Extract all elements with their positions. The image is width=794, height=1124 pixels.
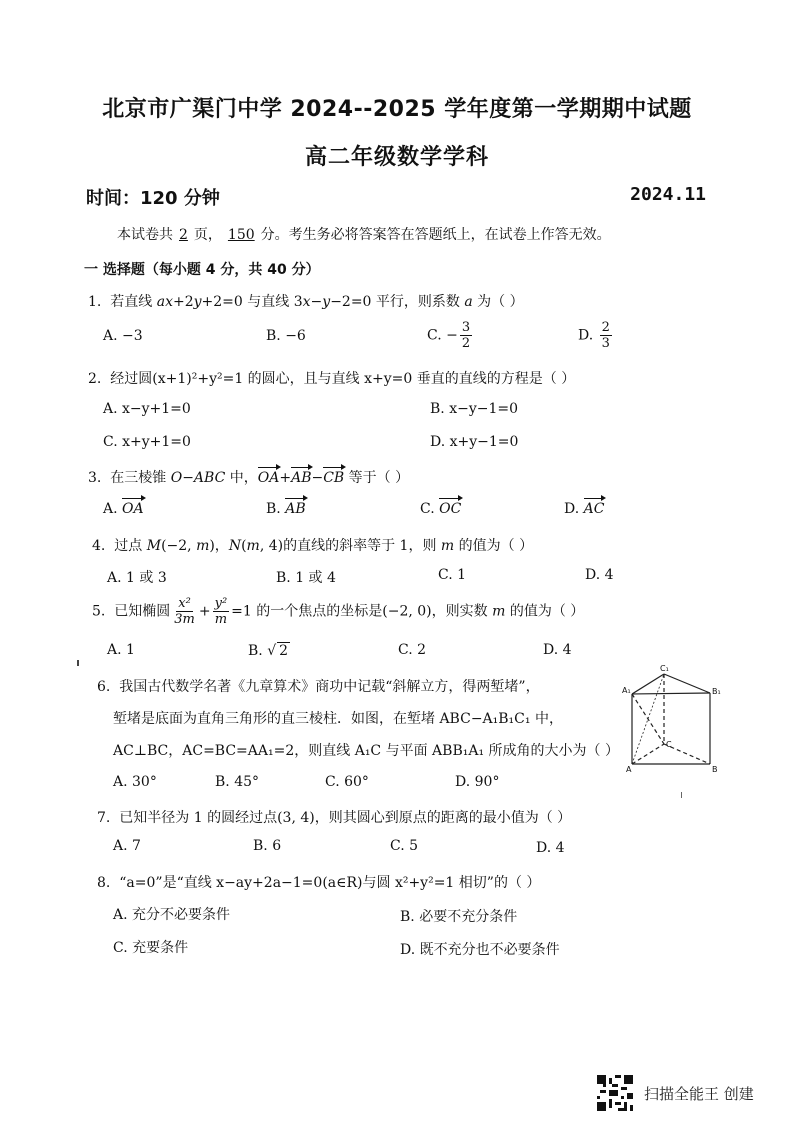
question-number: 5. <box>92 603 106 620</box>
edge-c1-a1 <box>632 674 664 694</box>
question-6 <box>97 676 540 696</box>
q-text: − <box>310 294 323 310</box>
q-text: 等于（ ） <box>344 470 410 486</box>
option-label: A. <box>103 501 123 517</box>
q5-option-d[interactable]: D. 4 <box>543 642 572 658</box>
q-text: 经过圆(x+1)²+y²=1 的圆心，且与直线 x+y=0 垂直的直线的方程是（ ） <box>110 371 576 387</box>
q8-option-c[interactable]: C. 充要条件 <box>113 940 189 956</box>
exam-notice <box>117 224 611 244</box>
q-text: 我国古代数学名著《九章算术》商功中记载“斜解立方，得两堑堵”， <box>119 679 540 695</box>
question-2 <box>88 368 575 388</box>
q-math: m <box>246 538 260 554</box>
vector: OA <box>257 470 280 486</box>
q-text: 在三棱锥 <box>110 470 171 486</box>
q1-option-b[interactable]: B. −6 <box>266 328 306 344</box>
option-label: D. <box>564 501 584 517</box>
option-label: B. √ <box>248 643 277 659</box>
fraction-denominator: 2 <box>461 336 471 351</box>
option-label: B. <box>266 501 286 517</box>
q-text: ( <box>241 538 247 554</box>
q5-option-b[interactable] <box>248 642 290 659</box>
q-text: +2 <box>172 294 194 310</box>
q3-option-a[interactable] <box>103 501 144 517</box>
option-label: D. <box>578 327 598 344</box>
question-3 <box>88 467 409 487</box>
q8-option-d[interactable]: D. 既不充分也不必要条件 <box>400 942 560 958</box>
fraction-numerator: 3 <box>461 320 471 335</box>
total-score: 150 <box>227 227 255 243</box>
q3-option-b[interactable] <box>266 501 306 517</box>
operator: − <box>311 470 324 486</box>
q5-option-a[interactable]: A. 1 <box>107 642 135 658</box>
q-text: 的值为（ ） <box>505 603 585 620</box>
q7-option-d[interactable]: D. 4 <box>536 840 565 856</box>
radicand: 2 <box>279 643 289 659</box>
time-label: 时间：120 分钟 <box>86 188 220 209</box>
fraction <box>600 320 612 351</box>
q-math: O−ABC <box>170 470 226 486</box>
q-text: 已知半径为 1 的圆经过点(3, 4)，则其圆心到原点的距离的最小值为（ ） <box>119 810 572 826</box>
q2-option-c[interactable]: C. x+y+1=0 <box>103 434 191 450</box>
fraction <box>460 320 472 351</box>
q3-option-c[interactable] <box>420 501 461 517</box>
option-label: C. <box>420 501 440 517</box>
edge-c1-b1 <box>664 674 710 693</box>
fraction <box>213 596 230 627</box>
label-c1: C₁ <box>660 664 669 673</box>
q-text: 过点 <box>114 538 147 554</box>
fraction-numerator: 2 <box>601 320 610 335</box>
time-row <box>86 184 706 210</box>
q-text: “a=0”是“直线 x−ay+2a−1=0(a∈R)与圆 x²+y²=1 相切”的（ ） <box>119 875 541 891</box>
notice-text: 本试卷共 <box>117 227 173 243</box>
exam-title: 北京市广渠门中学 2024--2025 学年度第一学期期中试题 <box>102 97 692 122</box>
edge-a-c <box>632 744 664 764</box>
q-math: m <box>196 538 210 554</box>
q2-option-d[interactable]: D. x+y−1=0 <box>430 434 519 450</box>
vector: CB <box>323 470 345 486</box>
qr-code-icon <box>597 1075 633 1111</box>
edge-a1-b1 <box>632 693 710 694</box>
q-text: 为（ ） <box>472 294 524 310</box>
q7-option-c[interactable]: C. 5 <box>390 838 419 854</box>
label-b1: B₁ <box>712 687 721 696</box>
q-math: m <box>440 538 455 554</box>
line-a1-c <box>632 694 664 744</box>
q6-option-a[interactable]: A. 30° <box>113 774 157 790</box>
question-8 <box>97 872 540 892</box>
question-5 <box>92 596 584 627</box>
q4-option-b[interactable]: B. 1 或 4 <box>276 570 336 586</box>
scanner-watermark: 扫描全能王 创建 <box>644 1085 754 1103</box>
q7-option-b[interactable]: B. 6 <box>253 838 282 854</box>
scan-speck <box>77 660 79 666</box>
vector: AB <box>285 501 306 517</box>
fraction <box>172 596 197 627</box>
section-heading: 一 选择题（每小题 4 分，共 40 分） <box>84 262 320 278</box>
q6-option-d[interactable]: D. 90° <box>455 774 500 790</box>
scan-speck <box>681 792 682 798</box>
q-math: m <box>492 603 506 620</box>
fraction-numerator: y² <box>214 596 228 611</box>
label-c: C <box>666 740 672 749</box>
q3-option-d[interactable] <box>564 501 604 517</box>
vector: OA <box>122 501 144 517</box>
vector: AC <box>583 501 605 517</box>
vector: AB <box>291 470 312 486</box>
q6-option-b[interactable]: B. 45° <box>215 774 260 790</box>
exam-subtitle: 高二年级数学学科 <box>304 145 489 170</box>
q7-option-a[interactable]: A. 7 <box>113 838 141 854</box>
question-number: 4. <box>92 538 106 554</box>
q-text: , 4)的直线的斜率等于 1，则 <box>259 538 441 554</box>
q8-option-a[interactable]: A. 充分不必要条件 <box>113 907 231 923</box>
q-text: 若直线 <box>110 294 157 310</box>
q4-option-d[interactable]: D. 4 <box>585 567 614 583</box>
label-b: B <box>712 765 718 774</box>
question-number: 7. <box>97 810 111 826</box>
fraction-denominator: 3m <box>174 612 195 627</box>
q-text: =1 的一个焦点的坐标是(−2, 0)，则实数 <box>231 603 493 620</box>
q-text: (−2, <box>161 538 197 554</box>
question-4 <box>92 535 533 555</box>
question-7 <box>97 807 571 827</box>
question-number: 2. <box>88 371 102 387</box>
q-text: 的值为（ ） <box>454 538 534 554</box>
q-text: 中， <box>225 470 258 486</box>
q-text: )， <box>209 538 229 554</box>
q1-option-a[interactable]: A. −3 <box>103 328 143 344</box>
question-number: 1. <box>88 294 102 310</box>
q-math: M <box>146 538 162 554</box>
q-math: y <box>193 294 202 310</box>
question-number: 6. <box>97 679 111 695</box>
option-label: C. − <box>427 327 458 344</box>
q-math: N <box>228 538 242 554</box>
q8-option-b[interactable]: B. 必要不充分条件 <box>400 909 518 925</box>
q1-option-d[interactable] <box>578 320 614 351</box>
q6-option-c[interactable]: C. 60° <box>325 774 369 790</box>
q-math: ax <box>156 294 173 310</box>
notice-text: 页， <box>193 227 222 243</box>
q-text: 已知椭圆 <box>114 603 171 620</box>
question-1 <box>88 291 524 311</box>
operator: + <box>198 603 211 620</box>
exam-date: 2024.11 <box>630 184 706 205</box>
prism-figure <box>620 660 730 800</box>
fraction-denominator: m <box>214 612 228 627</box>
q-math: y <box>322 294 331 310</box>
vector: OC <box>439 501 462 517</box>
q-text: +2=0 与直线 3 <box>201 294 303 310</box>
label-a: A <box>626 765 632 774</box>
q4-option-a[interactable]: A. 1 或 3 <box>107 570 167 586</box>
q-math: x <box>302 294 311 310</box>
q-math: a <box>464 294 473 310</box>
q1-option-c[interactable] <box>427 320 474 351</box>
notice-text: 分。考生务必将答案答在答题纸上，在试卷上作答无效。 <box>260 227 611 243</box>
fraction-denominator: 3 <box>601 336 610 351</box>
q-text: −2=0 平行，则系数 <box>330 294 465 310</box>
label-a1: A₁ <box>622 686 631 695</box>
fraction-numerator: x² <box>178 596 191 611</box>
operator: + <box>279 470 292 486</box>
question-6-line-3: AC⊥BC，AC=BC=AA₁=2，则直线 A₁C 与平面 ABB₁A₁ 所成角的大小为（ ） <box>113 743 619 759</box>
question-number: 8. <box>97 875 111 891</box>
q2-option-b[interactable]: B. x−y−1=0 <box>430 401 518 417</box>
page-count: 2 <box>179 227 188 243</box>
question-6-line-2: 堑堵是底面为直角三角形的直三棱柱．如图，在堑堵 ABC−A₁B₁C₁ 中， <box>113 711 563 727</box>
q2-option-a[interactable]: A. x−y+1=0 <box>103 401 191 417</box>
q4-option-c[interactable]: C. 1 <box>438 567 467 583</box>
question-number: 3. <box>88 470 102 486</box>
q5-option-c[interactable]: C. 2 <box>398 642 427 658</box>
